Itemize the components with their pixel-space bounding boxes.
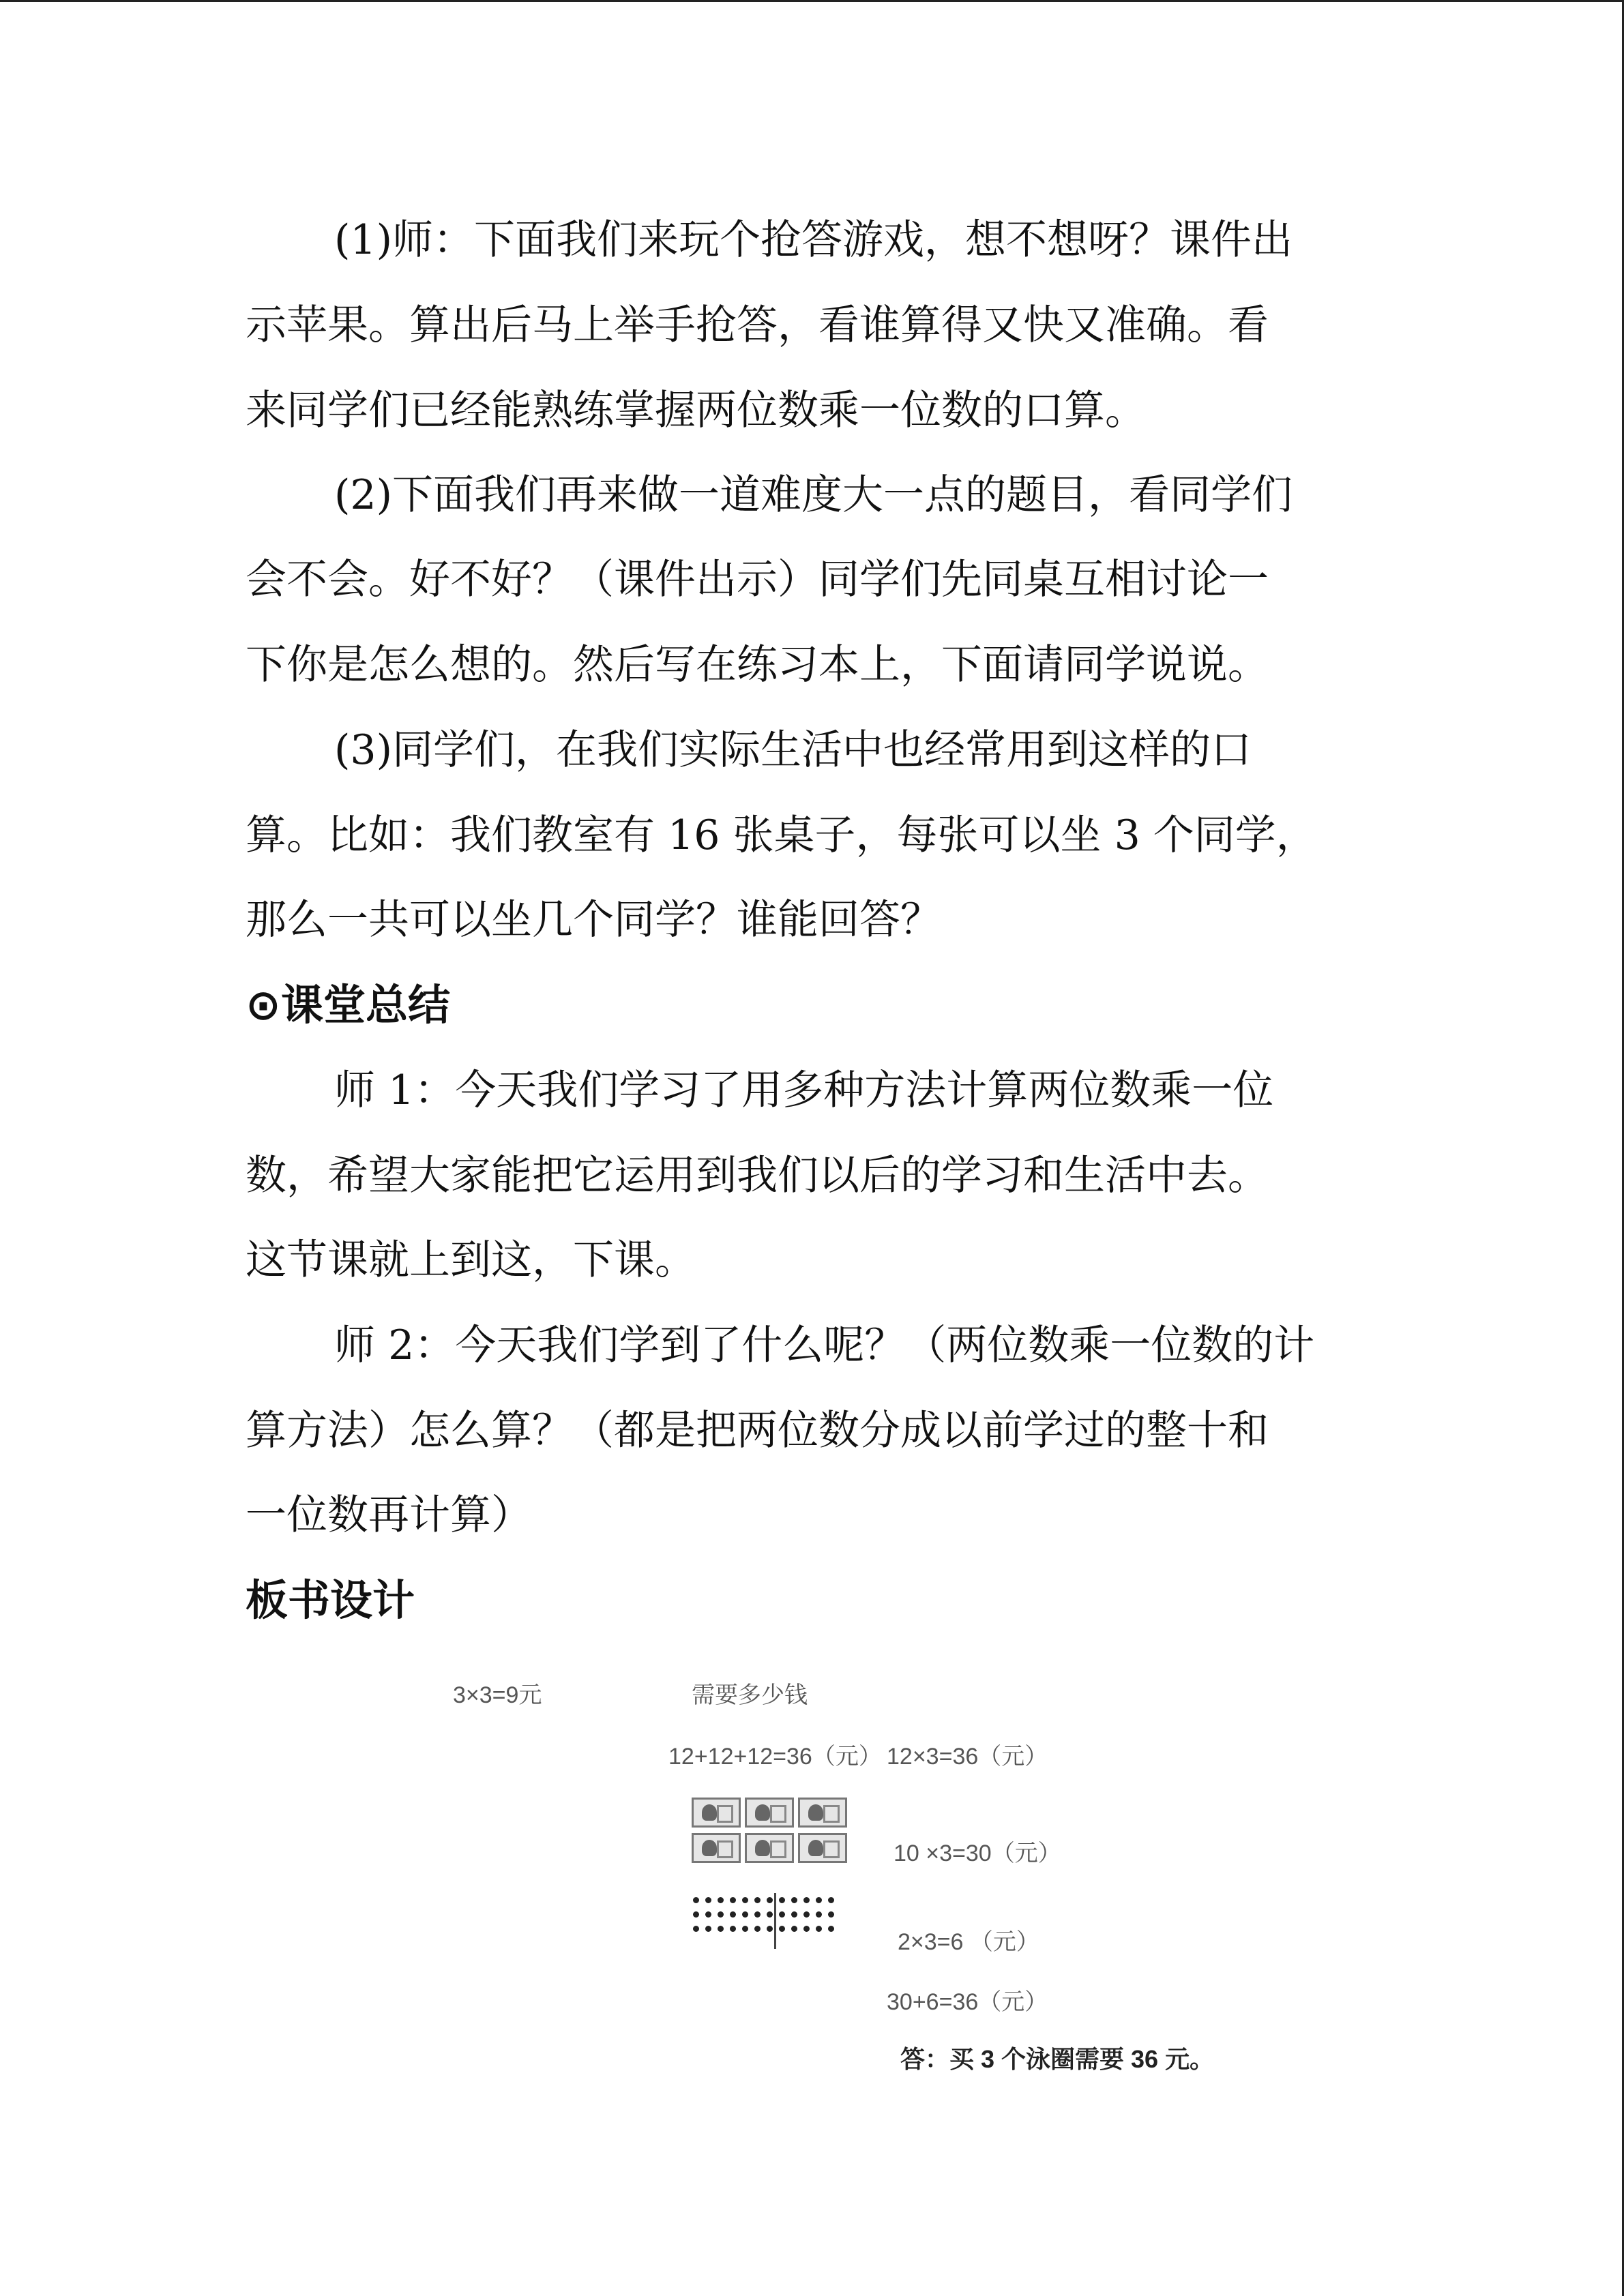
dot bbox=[705, 1897, 711, 1903]
board-price-equation: 3×3=9元 bbox=[453, 1682, 542, 1708]
paragraph-line: 来同学们已经能熟练掌握两位数乘一位数的口算。 bbox=[246, 387, 1146, 434]
dot bbox=[767, 1911, 773, 1918]
money-bill-icon bbox=[745, 1833, 794, 1863]
dot bbox=[730, 1897, 736, 1903]
page-border bbox=[0, 0, 1624, 2]
dot bbox=[718, 1897, 724, 1903]
dot bbox=[693, 1911, 699, 1918]
dot bbox=[705, 1911, 711, 1918]
dot-array-illustration bbox=[693, 1897, 863, 1952]
board-question: 需要多少钱 bbox=[692, 1682, 808, 1708]
paragraph-line: 师 2：今天我们学到了什么呢？（两位数乘一位数的计 bbox=[334, 1322, 1315, 1369]
board-multiply-equation: 12×3=36（元） bbox=[887, 1744, 1048, 1770]
paragraph-line: 师 1：今天我们学习了用多种方法计算两位数乘一位 bbox=[334, 1067, 1274, 1114]
paragraph-line: 这节课就上到这，下课。 bbox=[246, 1236, 696, 1284]
section-heading-summary: ⊙课堂总结 bbox=[246, 980, 450, 1030]
dot bbox=[779, 1926, 785, 1932]
dot bbox=[718, 1926, 724, 1932]
dot bbox=[705, 1926, 711, 1932]
section-heading-board-design: 板书设计 bbox=[246, 1575, 415, 1625]
dot bbox=[816, 1911, 822, 1918]
dot bbox=[718, 1911, 724, 1918]
dot bbox=[828, 1926, 834, 1932]
dot bbox=[791, 1911, 797, 1918]
paragraph-line: 算方法）怎么算？（都是把两位数分成以前学过的整十和 bbox=[246, 1407, 1269, 1455]
board-tens-equation: 10 ×3=30（元） bbox=[894, 1840, 1061, 1866]
dot bbox=[828, 1911, 834, 1918]
dot bbox=[693, 1926, 699, 1932]
dot bbox=[742, 1911, 748, 1918]
paragraph-line: 数，希望大家能把它运用到我们以后的学习和生活中去。 bbox=[246, 1152, 1269, 1199]
dot bbox=[730, 1926, 736, 1932]
dot bbox=[730, 1911, 736, 1918]
dot bbox=[828, 1897, 834, 1903]
dot bbox=[754, 1926, 761, 1932]
dot bbox=[779, 1897, 785, 1903]
board-ones-equation: 2×3=6 （元） bbox=[898, 1929, 1039, 1955]
dot-row bbox=[693, 1926, 863, 1932]
dot bbox=[816, 1897, 822, 1903]
money-bill-icon bbox=[692, 1798, 741, 1828]
paragraph-line: (1)师：下面我们来玩个抢答游戏，想不想呀？课件出 bbox=[334, 216, 1293, 264]
dot bbox=[779, 1911, 785, 1918]
dot bbox=[816, 1926, 822, 1932]
paragraph-line: (2)下面我们再来做一道难度大一点的题目，看同学们 bbox=[334, 471, 1293, 519]
dot bbox=[791, 1897, 797, 1903]
dot bbox=[791, 1926, 797, 1932]
dot-array-divider bbox=[774, 1893, 776, 1949]
dot bbox=[803, 1926, 810, 1932]
dot bbox=[742, 1926, 748, 1932]
dot bbox=[767, 1926, 773, 1932]
money-bill-icon bbox=[798, 1833, 847, 1863]
dot bbox=[742, 1897, 748, 1903]
money-bills-illustration bbox=[692, 1798, 847, 1863]
money-bill-icon bbox=[745, 1798, 794, 1828]
dot bbox=[754, 1897, 761, 1903]
board-addition-equation: 12+12+12=36（元） bbox=[668, 1744, 882, 1770]
paragraph-line: 算。比如：我们教室有 16 张桌子，每张可以坐 3 个同学， bbox=[246, 811, 1317, 859]
dot bbox=[803, 1897, 810, 1903]
dot-row bbox=[693, 1897, 863, 1903]
paragraph-line: 会不会。好不好？（课件出示）同学们先同桌互相讨论一 bbox=[246, 556, 1269, 603]
paragraph-line: (3)同学们，在我们实际生活中也经常用到这样的口 bbox=[334, 726, 1252, 774]
dot bbox=[693, 1897, 699, 1903]
board-sum-equation: 30+6=36（元） bbox=[887, 1989, 1048, 2015]
paragraph-line: 那么一共可以坐几个同学？谁能回答？ bbox=[246, 896, 941, 944]
paragraph-line: 一位数再计算） bbox=[246, 1491, 532, 1539]
paragraph-line: 示苹果。算出后马上举手抢答，看谁算得又快又准确。看 bbox=[246, 301, 1269, 349]
money-bill-icon bbox=[798, 1798, 847, 1828]
dot-row bbox=[693, 1911, 863, 1918]
money-bill-icon bbox=[692, 1833, 741, 1863]
dot bbox=[803, 1911, 810, 1918]
board-answer: 答：买 3 个泳圈需要 36 元。 bbox=[900, 2045, 1215, 2073]
paragraph-line: 下你是怎么想的。然后写在练习本上，下面请同学说说。 bbox=[246, 641, 1269, 689]
dot bbox=[754, 1911, 761, 1918]
dot bbox=[767, 1897, 773, 1903]
